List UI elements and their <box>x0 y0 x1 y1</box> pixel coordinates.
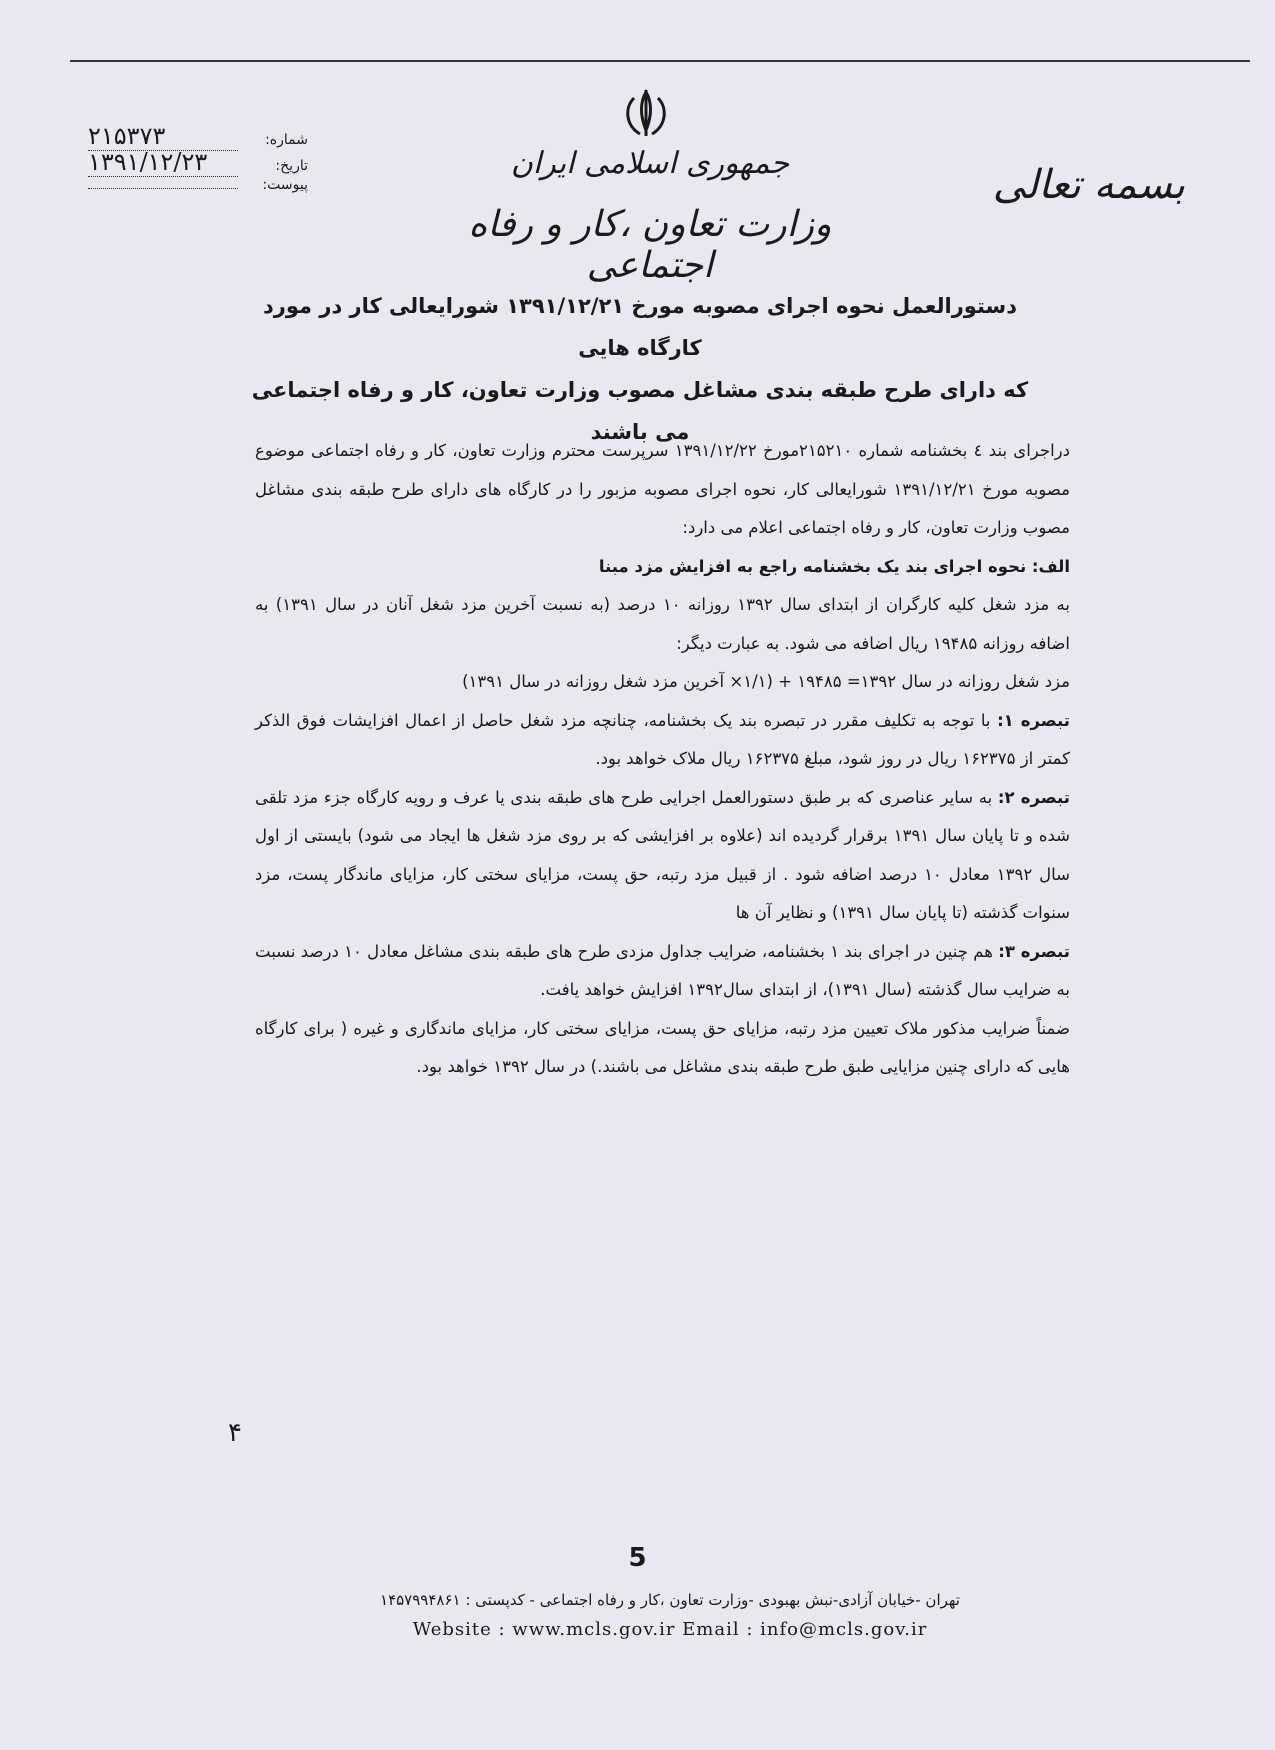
ministry-name: وزارت تعاون ،کار و رفاه اجتماعی <box>468 204 832 286</box>
note-1-text: با توجه به تکلیف مقرر در تبصره بند یک بخشنامه، چنانچه مزد شغل حاصل از اعمال افزایشات فوق الذکر کمتر از ۱۶۲۳۷۵ ریال در روز شود، مبلغ ۱۶۲۳۷۵ ریال ملاک خواهد بود. <box>255 710 1070 768</box>
meta-attachment-row <box>88 174 308 200</box>
iran-emblem-icon <box>618 86 674 142</box>
note-2-label: تبصره ۲: <box>997 787 1070 807</box>
note-3-paragraph <box>255 933 1070 1010</box>
section-a-heading: الف: نحوه اجرای بند یک بخشنامه راجع به افزایش مزد مبنا <box>598 556 1070 576</box>
letter-meta <box>88 122 308 200</box>
note-3-text: هم چنین در اجرای بند ۱ بخشنامه، ضرایب جداول مزدی طرح های طبقه بندی مشاغل معادل ۱۰ درصد نسبت به ضرایب سال گذشته (سال ۱۳۹۱)، از ابتدای سال۱۳۹۲ افزایش خواهد یافت. <box>255 941 1070 999</box>
section-a-paragraph: به مزد شغل کلیه کارگران از ابتدای سال ۱۳۹۲ روزانه ۱۰ درصد (به نسبت آخرین مزد شغل آنان در سال ۱۳۹۱) به اضافه روزانه ۱۹۴۸۵ ریال اضافه می شود. به عبارت دیگر: <box>255 595 1070 653</box>
top-rule <box>70 60 1250 62</box>
formula-paragraph: مزد شغل روزانه در سال ۱۳۹۲= ۱۹۴۸۵ + (۱/۱× آخرین مزد شغل روزانه در سال ۱۳۹۱) <box>462 672 1070 691</box>
number-label: شماره: <box>265 132 308 148</box>
document-title <box>240 285 1040 453</box>
intro-paragraph: دراجرای بند ٤ بخشنامه شماره ۲۱۵۲۱۰مورخ ۱۳۹۱/۱۲/۲۲ سرپرست محترم وزارت تعاون، کار و رفاه اجتماعی موضوع مصوبه مورخ ۱۳۹۱/۱۲/۲۱ شورایعالی کار، نحوه اجرای مصوبه مزبور را در کارگاه های دارای طرح طبقه بندی مشاغل مصوب وزارت تعاون، کار و رفاه اجتماعی اعلام می دارد: <box>255 441 1070 537</box>
date-label: تاریخ: <box>275 158 308 174</box>
date-value: ۱۳۹۱/۱۲/۲۳ <box>88 148 238 177</box>
title-line-2: که دارای طرح طبقه بندی مشاغل مصوب وزارت تعاون، کار و رفاه اجتماعی می باشند <box>251 378 1029 444</box>
closing-paragraph: ضمناً ضرایب مذکور ملاک تعیین مزد رتبه، مزایای حق پست، مزایای سختی کار، مزایای ماندگاری و غیره ( برای کارگاه هایی که دارای چنین مزایایی طبق طرح طبقه بندی مشاغل می باشند.) در سال ۱۳۹۲ خواهد بود. <box>255 1018 1070 1076</box>
meta-number-row <box>88 122 308 148</box>
note-2-paragraph <box>255 779 1070 933</box>
number-value: ۲۱۵۳۷۳ <box>88 122 238 151</box>
footer-web: Website : www.mcls.gov.ir Email : info@mcls.gov.ir <box>412 1619 928 1640</box>
republic-name: جمهوری اسلامی ایران <box>510 146 790 181</box>
page-number: 5 <box>628 1543 647 1573</box>
document-body <box>255 432 1070 1087</box>
note-3-label: تبصره ۳: <box>998 941 1070 961</box>
basmala: بسمه تعالی <box>992 162 1185 208</box>
meta-date-row <box>88 148 308 174</box>
note-1-label: تبصره ۱: <box>997 710 1070 730</box>
note-2-text: به سایر عناصری که بر طبق دستورالعمل اجرایی طرح های طبقه بندی یا عرف و رویه کارگاه جزء مزد تلقی شده و تا پایان سال ۱۳۹۱ برقرار گردیده اند (علاوه بر افزایشی که بر روی مزد شغل ها ایجاد می شود) بایستی از اول سال ۱۳۹۲ معادل ۱۰ درصد اضافه شود . از قبیل مزد رتبه، حق پست، مزایای سختی کار، مزایای ماندگار پست، مزد سنوات گذشته (تا پایان سال ۱۳۹۱) و نظایر آن ها <box>255 787 1070 922</box>
attachment-label: پیوست: <box>262 177 308 193</box>
note-1-paragraph <box>255 702 1070 779</box>
margin-mark: ۴ <box>228 1418 242 1448</box>
title-line-1: دستورالعمل نحوه اجرای مصوبه مورخ ۱۳۹۱/۱۲/۲۱ شورایعالی کار در مورد کارگاه هایی <box>263 294 1017 360</box>
attachment-blank <box>88 174 238 189</box>
footer-address: تهران -خیابان آزادی-نبش بهبودی -وزارت تعاون ،کار و رفاه اجتماعی - کدپستی : ۱۴۵۷۹۹۴۸۶۱ <box>380 1591 960 1609</box>
